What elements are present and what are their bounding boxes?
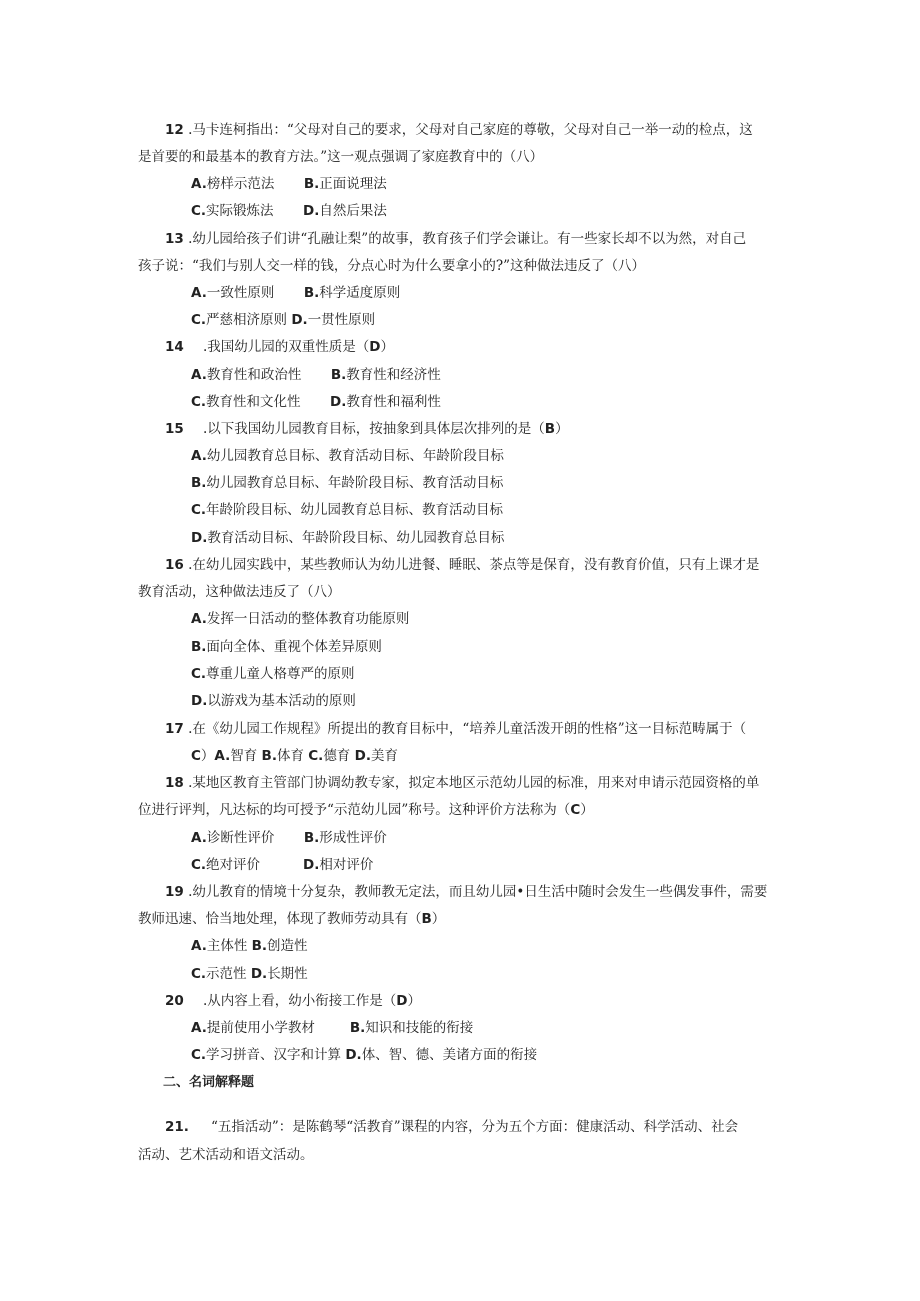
option-d: 体、智、德、美诸方面的衔接 bbox=[361, 1047, 538, 1063]
option-a: 发挥一日活动的整体教育功能原则 bbox=[206, 611, 410, 627]
option-key: B. bbox=[303, 176, 320, 192]
question-text: 是首要的和最基本的教育方法。”这一观点强调了家庭教育中的（八） bbox=[138, 149, 544, 165]
option-key: D. bbox=[191, 530, 208, 546]
option-c: 学习拼音、汉字和计算 bbox=[206, 1047, 342, 1063]
option-b: 教育性和经济性 bbox=[346, 367, 441, 383]
option-b: 科学适度原则 bbox=[319, 285, 401, 301]
question-text: 教师迅速、恰当地处理，体现了教师劳动具有（ bbox=[138, 911, 422, 927]
option-key: B. bbox=[261, 748, 277, 764]
option-key: A. bbox=[191, 938, 207, 954]
paren-close: ） bbox=[380, 339, 395, 355]
question-17-line-2 bbox=[191, 747, 398, 765]
option-d: 自然后果法 bbox=[319, 203, 387, 219]
option-key: C. bbox=[191, 312, 207, 328]
option-c: 严慈相济原则 bbox=[206, 312, 288, 328]
question-13-options-cd bbox=[191, 311, 375, 329]
option-a: 教育性和政治性 bbox=[206, 367, 302, 383]
option-a: 主体性 bbox=[206, 938, 248, 954]
option-a: 提前使用小学教材 bbox=[206, 1020, 315, 1036]
option-b: 正面说理法 bbox=[319, 176, 387, 192]
question-16-line-1 bbox=[165, 556, 759, 574]
option-key: D. bbox=[291, 312, 308, 328]
option-key: C. bbox=[191, 203, 207, 219]
option-key: A. bbox=[191, 830, 207, 846]
paren-close: ） bbox=[555, 421, 569, 437]
answer: C bbox=[570, 802, 581, 818]
option-key: D. bbox=[330, 394, 347, 410]
paren-close: ） bbox=[407, 993, 422, 1009]
option-key: A. bbox=[191, 1020, 207, 1036]
option-key: C. bbox=[191, 394, 207, 410]
option-a: 智育 bbox=[230, 748, 258, 764]
option-key: D. bbox=[250, 966, 268, 982]
option-key: C. bbox=[191, 966, 207, 982]
question-19-line-2 bbox=[138, 910, 445, 928]
answer: B bbox=[421, 911, 432, 927]
option-c: 德育 bbox=[323, 748, 351, 764]
question-text: “五指活动”：是陈鹤琴“活教育”课程的内容，分为五个方面：健康活动、科学活动、社会 bbox=[211, 1119, 739, 1135]
question-text: .在《幼儿园工作规程》所提出的教育目标中，“培养儿童活泼开朗的性格”这一目标范畴属于（ bbox=[188, 721, 747, 737]
question-text: 活动、艺术活动和语文活动。 bbox=[138, 1147, 314, 1163]
question-text: .马卡连柯指出：“父母对自己的要求，父母对自己家庭的尊敬，父母对自己一举一动的检点，这 bbox=[188, 122, 753, 138]
option-d: 一贯性原则 bbox=[307, 312, 376, 328]
question-15-line-1 bbox=[165, 420, 569, 438]
option-d: 教育活动目标、年龄阶段目标、幼儿园教育总目标 bbox=[207, 530, 505, 546]
option-c: 教育性和文化性 bbox=[206, 394, 301, 410]
option-key: C. bbox=[191, 502, 207, 518]
option-c: 尊重儿童人格尊严的原则 bbox=[206, 666, 355, 682]
option-key: C. bbox=[308, 748, 324, 764]
option-a: 幼儿园教育总目标、教育活动目标、年龄阶段目标 bbox=[206, 448, 504, 464]
question-20-options-ab bbox=[191, 1019, 473, 1037]
option-key: A. bbox=[191, 176, 207, 192]
question-text: .在幼儿园实践中，某些教师认为幼儿进餐、睡眠、茶点等是保育，没有教育价值，只有上课才是 bbox=[188, 557, 760, 573]
option-c: 示范性 bbox=[206, 966, 247, 982]
option-b: 创造性 bbox=[267, 938, 308, 954]
section-heading: 二、名词解释题 bbox=[163, 1075, 255, 1090]
question-12-options-ab bbox=[191, 175, 387, 193]
question-text: 孩子说：“我们与别人交一样的钱，分点心时为什么要拿小的?”这种做法违反了（八） bbox=[138, 258, 646, 274]
option-key: A. bbox=[191, 611, 207, 627]
question-number: 13 bbox=[165, 231, 184, 247]
answer: B bbox=[544, 421, 556, 437]
question-12-line-1 bbox=[165, 121, 753, 139]
question-number: 21. bbox=[165, 1119, 189, 1135]
question-14-options-cd bbox=[191, 393, 441, 411]
question-number: 16 bbox=[165, 557, 184, 573]
question-15-option-a bbox=[191, 447, 504, 465]
option-a: 榜样示范法 bbox=[206, 176, 275, 192]
option-key: C. bbox=[191, 1047, 207, 1063]
question-18-line-1 bbox=[165, 774, 759, 792]
question-text: .幼儿教育的情境十分复杂，教师教无定法，而且幼儿园•日生活中随时会发生一些偶发事件，需要 bbox=[188, 884, 768, 900]
option-b: 体育 bbox=[276, 748, 304, 764]
question-13-line-1 bbox=[165, 230, 746, 248]
option-d: 教育性和福利性 bbox=[346, 394, 441, 410]
question-text: 教育活动，这种做法违反了（八） bbox=[138, 584, 341, 600]
question-18-line-2 bbox=[138, 801, 594, 819]
option-d: 长期性 bbox=[267, 966, 308, 982]
question-13-options-ab bbox=[191, 284, 400, 302]
option-key: B. bbox=[251, 938, 268, 954]
question-20-options-cd bbox=[191, 1046, 537, 1064]
option-key: A. bbox=[214, 748, 231, 764]
option-key: B. bbox=[303, 830, 320, 846]
question-19-options-cd bbox=[191, 965, 308, 983]
question-16-option-b bbox=[191, 638, 382, 656]
question-18-options-cd bbox=[191, 856, 373, 874]
question-12-options-cd bbox=[191, 202, 387, 220]
option-key: A. bbox=[191, 285, 207, 301]
option-a: 诊断性评价 bbox=[206, 830, 275, 846]
option-b: 形成性评价 bbox=[319, 830, 387, 846]
question-number: 14 bbox=[165, 339, 184, 355]
question-13-line-2 bbox=[138, 257, 645, 275]
option-key: A. bbox=[191, 367, 207, 383]
question-text: .从内容上看，幼小衔接工作是（ bbox=[203, 993, 397, 1009]
answer: D bbox=[396, 993, 408, 1009]
question-20-line-1 bbox=[165, 992, 421, 1010]
option-key: B. bbox=[330, 367, 347, 383]
option-key: D. bbox=[191, 693, 208, 709]
question-text: .幼儿园给孩子们讲“孔融让梨”的故事，教育孩子们学会谦让。有一些家长却不以为然，对自己 bbox=[188, 231, 747, 247]
question-21-line-1 bbox=[165, 1118, 738, 1136]
option-key: D. bbox=[354, 748, 371, 764]
option-key: C. bbox=[191, 857, 207, 873]
option-key: D. bbox=[345, 1047, 362, 1063]
question-number: 19 bbox=[165, 884, 184, 900]
option-c: 实际锻炼法 bbox=[206, 203, 274, 219]
question-15-option-b bbox=[191, 474, 503, 492]
question-16-option-a bbox=[191, 610, 409, 628]
option-key: D. bbox=[303, 203, 320, 219]
question-19-options-ab bbox=[191, 937, 308, 955]
option-d: 美育 bbox=[370, 748, 398, 764]
option-d: 以游戏为基本活动的原则 bbox=[207, 693, 356, 709]
option-b: 知识和技能的衔接 bbox=[365, 1020, 474, 1036]
question-14-line-1 bbox=[165, 338, 394, 356]
option-key: B. bbox=[349, 1020, 366, 1036]
option-key: B. bbox=[191, 639, 207, 655]
option-d: 相对评价 bbox=[319, 857, 374, 873]
question-number: 18 bbox=[165, 775, 184, 791]
question-16-line-2 bbox=[138, 583, 341, 601]
question-14-options-ab bbox=[191, 366, 441, 384]
option-key: B. bbox=[303, 285, 320, 301]
option-key: B. bbox=[191, 475, 207, 491]
question-text: .我国幼儿园的双重性质是（ bbox=[203, 339, 370, 355]
question-number: 15 bbox=[165, 421, 184, 437]
question-19-line-1 bbox=[165, 883, 767, 901]
question-16-option-d bbox=[191, 692, 356, 710]
question-number: 20 bbox=[165, 993, 184, 1009]
question-text: .以下我国幼儿园教育目标，按抽象到具体层次排列的是（ bbox=[203, 421, 545, 437]
question-12-line-2 bbox=[138, 148, 543, 166]
paren-close: ） bbox=[200, 748, 215, 764]
question-15-option-c bbox=[191, 501, 503, 519]
question-16-option-c bbox=[191, 665, 355, 683]
option-key: A. bbox=[191, 448, 207, 464]
option-a: 一致性原则 bbox=[206, 285, 275, 301]
option-key: D. bbox=[303, 857, 320, 873]
question-number: 12 bbox=[165, 122, 184, 138]
paren-close: ） bbox=[580, 802, 594, 818]
option-b: 面向全体、重视个体差异原则 bbox=[206, 639, 382, 655]
answer: C bbox=[191, 748, 201, 764]
question-text: .某地区教育主管部门协调幼教专家，拟定本地区示范幼儿园的标准，用来对申请示范园资格的单 bbox=[188, 775, 760, 791]
option-c: 绝对评价 bbox=[206, 857, 261, 873]
answer: D bbox=[369, 339, 381, 355]
option-b: 幼儿园教育总目标、年龄阶段目标、教育活动目标 bbox=[206, 475, 504, 491]
paren-close: ） bbox=[431, 911, 446, 927]
question-21-line-2 bbox=[138, 1146, 314, 1164]
option-key: C. bbox=[191, 666, 207, 682]
question-number: 17 bbox=[165, 721, 184, 737]
option-c: 年龄阶段目标、幼儿园教育总目标、教育活动目标 bbox=[206, 502, 504, 518]
question-17-line-1 bbox=[165, 720, 746, 738]
question-15-option-d bbox=[191, 529, 504, 547]
question-18-options-ab bbox=[191, 829, 387, 847]
question-text: 位进行评判，凡达标的均可授予“示范幼儿园”称号。这种评价方法称为（ bbox=[138, 802, 571, 818]
